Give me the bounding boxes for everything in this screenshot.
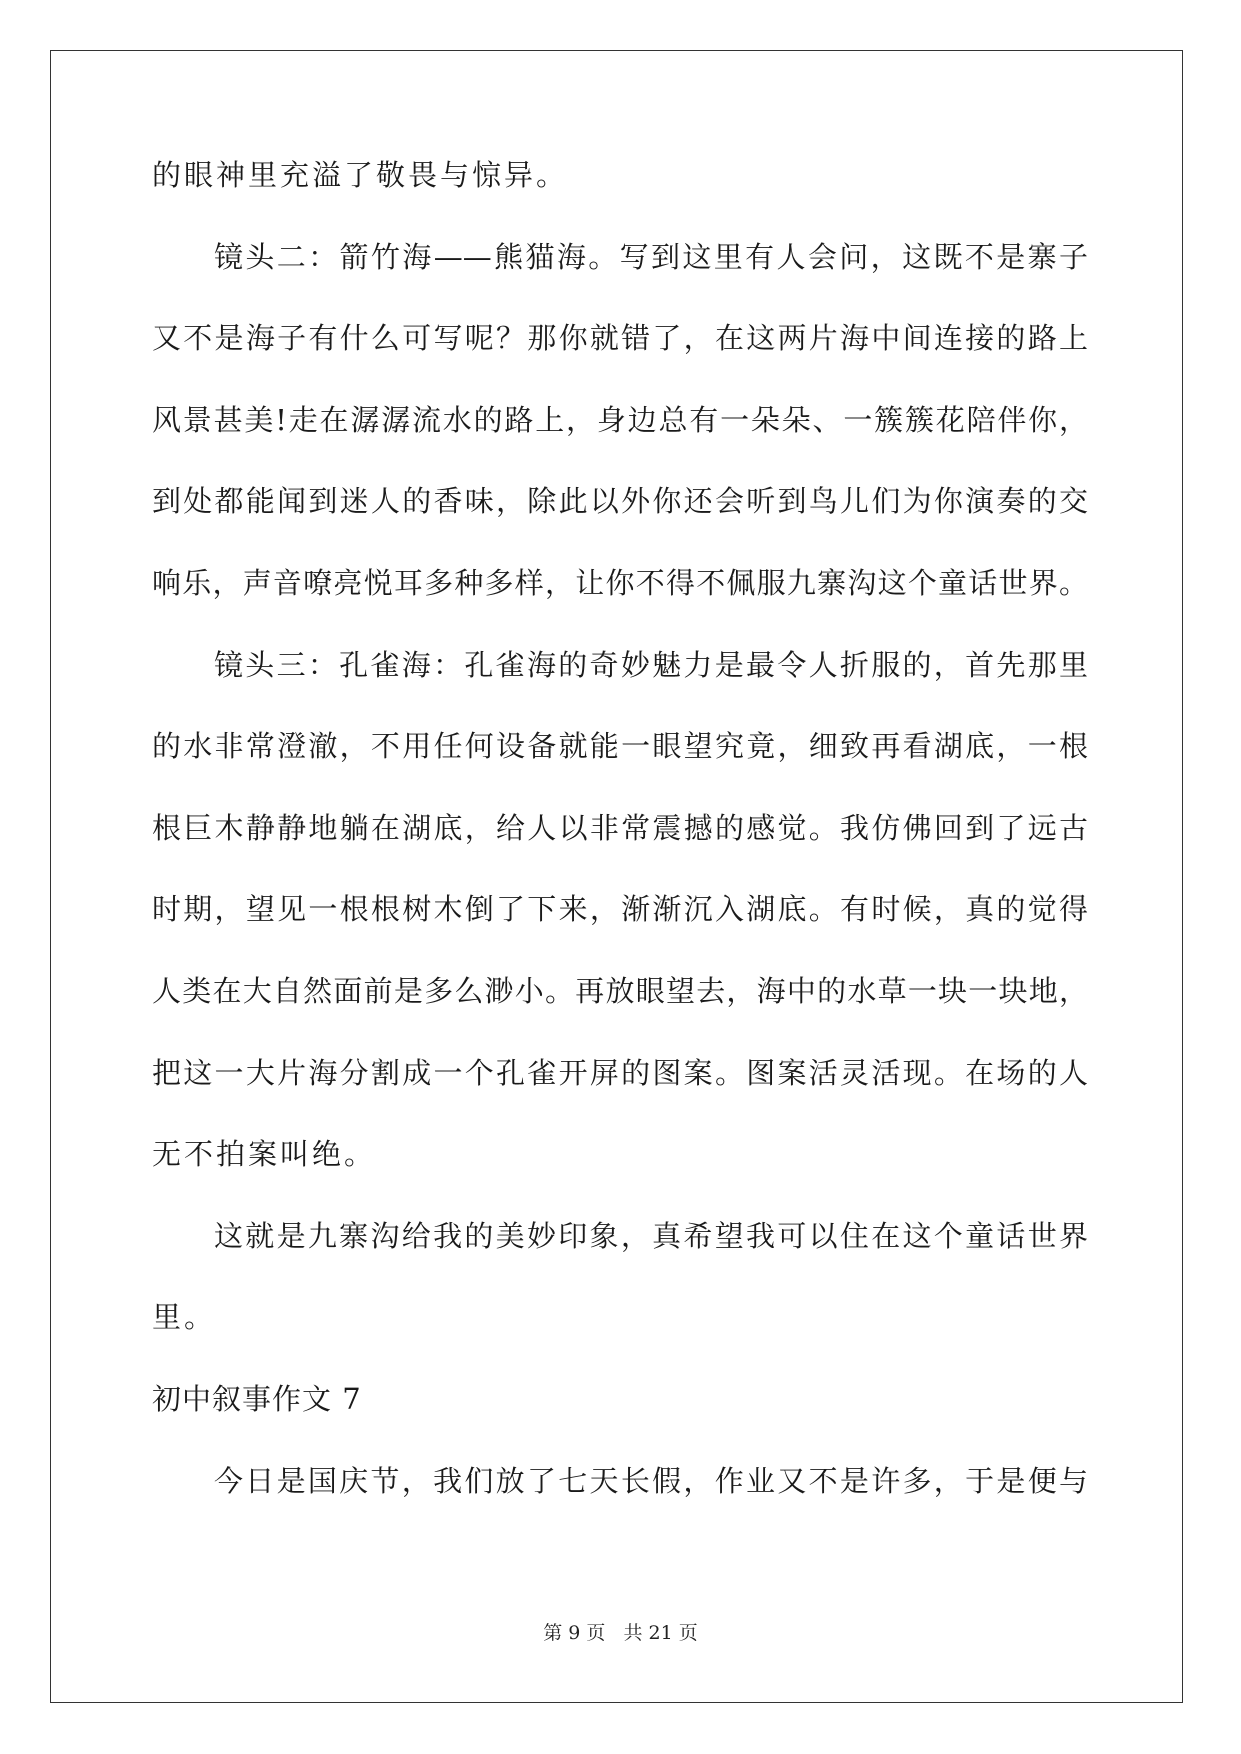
text-line: 根巨木静静地躺在湖底，给人以非常震撼的感觉。我仿佛回到了远古 (152, 810, 1088, 845)
text-line: 响乐，声音嘹亮悦耳多种多样，让你不得不佩服九寨沟这个童话世界。 (152, 565, 1088, 600)
text-line: 镜头三：孔雀海：孔雀海的奇妙魅力是最令人折服的，首先那里 (214, 647, 1088, 682)
text-line: 这就是九寨沟给我的美妙印象，真希望我可以住在这个童话世界 (214, 1218, 1088, 1253)
page-number: 第 9 页 (543, 1622, 606, 1644)
text-line: 无不拍案叫绝。 (152, 1137, 377, 1172)
text-line: 又不是海子有什么可写呢？那你就错了，在这两片海中间连接的路上 (152, 321, 1088, 356)
text-line: 时期，望见一根根树木倒了下来，渐渐沉入湖底。有时候，真的觉得 (152, 892, 1088, 927)
text-line: 的眼神里充溢了敬畏与惊异。 (152, 158, 569, 192)
text-line: 风景甚美!走在潺潺流水的路上，身边总有一朵朵、一簇簇花陪伴你， (152, 402, 1088, 437)
text-line: 的水非常澄澈，不用任何设备就能一眼望究竟，细致再看湖底，一根 (152, 729, 1088, 764)
document-body (152, 155, 1088, 1542)
page-footer (0, 1618, 1241, 1645)
text-line: 今日是国庆节，我们放了七天长假，作业又不是许多，于是便与 (214, 1463, 1088, 1498)
text-line: 镜头二：箭竹海——熊猫海。写到这里有人会问，这既不是寨子 (214, 239, 1088, 274)
text-line: 里。 (152, 1300, 217, 1335)
text-line: 到处都能闻到迷人的香味，除此以外你还会听到鸟儿们为你演奏的交 (152, 484, 1088, 519)
section-heading: 初中叙事作文 7 (152, 1381, 362, 1416)
total-pages: 共 21 页 (623, 1622, 698, 1644)
text-line: 把这一大片海分割成一个孔雀开屏的图案。图案活灵活现。在场的人 (152, 1055, 1088, 1090)
text-line: 人类在大自然面前是多么渺小。再放眼望去，海中的水草一块一块地， (152, 973, 1088, 1008)
